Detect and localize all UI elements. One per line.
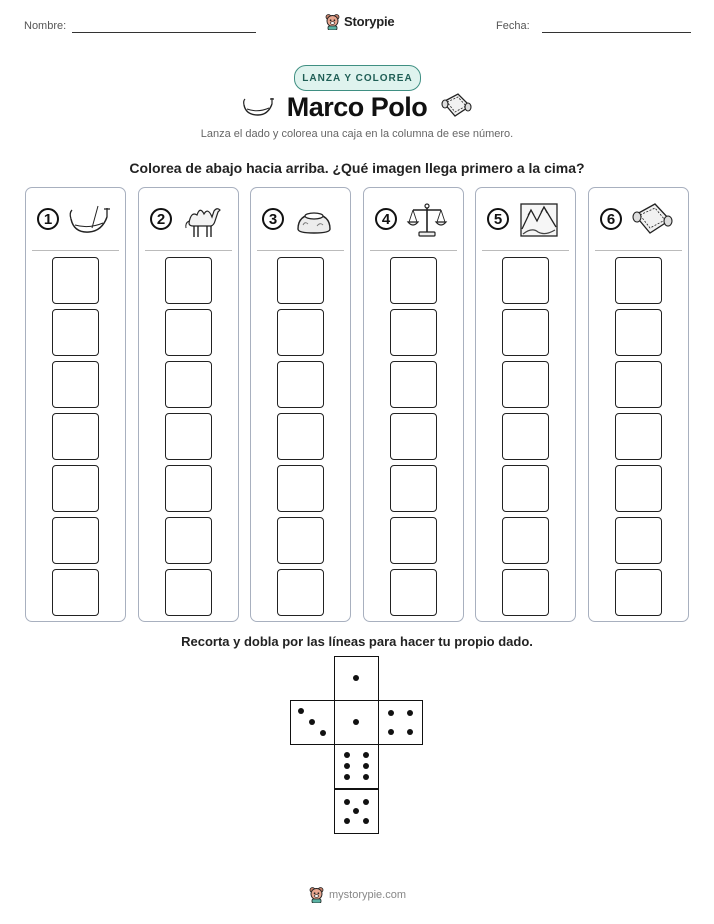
color-box[interactable] bbox=[502, 569, 549, 616]
balance-scale-icon bbox=[406, 201, 448, 239]
pip bbox=[344, 799, 350, 805]
color-box[interactable] bbox=[615, 257, 662, 304]
color-box[interactable] bbox=[277, 517, 324, 564]
race-column-1 bbox=[25, 187, 126, 622]
name-label: Nombre: bbox=[24, 20, 67, 32]
pip bbox=[320, 730, 326, 736]
color-box[interactable] bbox=[502, 465, 549, 512]
pip bbox=[344, 752, 350, 758]
dice-face-6 bbox=[334, 744, 379, 789]
gondola-icon bbox=[242, 95, 274, 119]
color-box[interactable] bbox=[615, 309, 662, 356]
gondola-icon bbox=[68, 201, 110, 239]
color-box[interactable] bbox=[277, 309, 324, 356]
column-number: 3 bbox=[262, 208, 284, 230]
color-box[interactable] bbox=[390, 569, 437, 616]
activity-badge: LANZA Y COLOREA bbox=[294, 65, 421, 91]
color-box[interactable] bbox=[165, 361, 212, 408]
brand-logo bbox=[325, 13, 394, 30]
color-box[interactable] bbox=[390, 309, 437, 356]
color-box[interactable] bbox=[165, 309, 212, 356]
mountains-map-icon bbox=[518, 201, 560, 239]
color-box[interactable] bbox=[390, 361, 437, 408]
pip bbox=[388, 710, 394, 716]
color-box[interactable] bbox=[52, 257, 99, 304]
pip bbox=[353, 719, 359, 725]
pip bbox=[363, 752, 369, 758]
race-column-4 bbox=[363, 187, 464, 622]
color-box[interactable] bbox=[277, 569, 324, 616]
color-box[interactable] bbox=[502, 361, 549, 408]
footer bbox=[309, 886, 406, 903]
pip bbox=[309, 719, 315, 725]
race-column-5 bbox=[475, 187, 576, 622]
color-box[interactable] bbox=[277, 361, 324, 408]
color-box[interactable] bbox=[52, 413, 99, 460]
brand-name: Storypie bbox=[344, 14, 395, 29]
race-column-3 bbox=[250, 187, 351, 622]
pip bbox=[363, 799, 369, 805]
color-box[interactable] bbox=[615, 517, 662, 564]
color-box[interactable] bbox=[52, 569, 99, 616]
page-title: Marco Polo bbox=[286, 92, 428, 122]
date-field-line[interactable] bbox=[542, 32, 691, 33]
column-number: 5 bbox=[487, 208, 509, 230]
porcelain-bowl-icon bbox=[293, 201, 335, 239]
column-divider bbox=[32, 250, 119, 251]
color-box[interactable] bbox=[615, 413, 662, 460]
column-number: 4 bbox=[375, 208, 397, 230]
dice-instructions: Recorta y dobla por las líneas para hacer tu propio dado. bbox=[181, 634, 533, 649]
pip bbox=[344, 774, 350, 780]
color-box[interactable] bbox=[390, 517, 437, 564]
color-box[interactable] bbox=[390, 413, 437, 460]
pip bbox=[344, 763, 350, 769]
pip bbox=[344, 818, 350, 824]
column-divider bbox=[482, 250, 569, 251]
camel-icon bbox=[181, 201, 223, 239]
dice-face-1 bbox=[334, 656, 379, 701]
color-box[interactable] bbox=[52, 465, 99, 512]
pip bbox=[353, 675, 359, 681]
pip bbox=[363, 763, 369, 769]
pip bbox=[298, 708, 304, 714]
scroll-map-icon bbox=[631, 201, 673, 239]
dice-face-1 bbox=[334, 700, 379, 745]
color-box[interactable] bbox=[165, 465, 212, 512]
column-divider bbox=[257, 250, 344, 251]
color-box[interactable] bbox=[165, 517, 212, 564]
column-number: 6 bbox=[600, 208, 622, 230]
color-box[interactable] bbox=[615, 361, 662, 408]
color-box[interactable] bbox=[165, 413, 212, 460]
column-number: 1 bbox=[37, 208, 59, 230]
color-box[interactable] bbox=[390, 257, 437, 304]
storypie-mascot-icon bbox=[325, 13, 340, 30]
color-box[interactable] bbox=[502, 517, 549, 564]
storypie-mascot-icon bbox=[309, 886, 324, 903]
color-box[interactable] bbox=[52, 361, 99, 408]
pip bbox=[407, 710, 413, 716]
column-number: 2 bbox=[150, 208, 172, 230]
pip bbox=[363, 818, 369, 824]
dice-face-4 bbox=[378, 700, 423, 745]
column-divider bbox=[370, 250, 457, 251]
dice-face-3 bbox=[290, 700, 335, 745]
date-label: Fecha: bbox=[496, 20, 530, 32]
pip bbox=[388, 729, 394, 735]
pip bbox=[363, 774, 369, 780]
dice-face-5 bbox=[334, 789, 379, 834]
color-box[interactable] bbox=[52, 309, 99, 356]
column-divider bbox=[145, 250, 232, 251]
color-box[interactable] bbox=[52, 517, 99, 564]
race-column-2 bbox=[138, 187, 239, 622]
race-column-6 bbox=[588, 187, 689, 622]
color-box[interactable] bbox=[502, 257, 549, 304]
color-box[interactable] bbox=[165, 569, 212, 616]
color-box[interactable] bbox=[390, 465, 437, 512]
footer-url[interactable]: mystorypie.com bbox=[329, 888, 407, 901]
color-box[interactable] bbox=[502, 309, 549, 356]
color-box[interactable] bbox=[502, 413, 549, 460]
color-box[interactable] bbox=[165, 257, 212, 304]
color-box[interactable] bbox=[615, 465, 662, 512]
color-box[interactable] bbox=[277, 257, 324, 304]
color-box[interactable] bbox=[277, 413, 324, 460]
pip bbox=[407, 729, 413, 735]
column-divider bbox=[595, 250, 682, 251]
name-field-line[interactable] bbox=[72, 32, 256, 33]
pip bbox=[353, 808, 359, 814]
color-box[interactable] bbox=[615, 569, 662, 616]
page-subtitle: Lanza el dado y colorea una caja en la columna de ese número. bbox=[200, 128, 514, 140]
instructions: Colorea de abajo hacia arriba. ¿Qué imagen llega primero a la cima? bbox=[129, 160, 585, 176]
color-box[interactable] bbox=[277, 465, 324, 512]
scroll-map-icon bbox=[440, 92, 472, 120]
